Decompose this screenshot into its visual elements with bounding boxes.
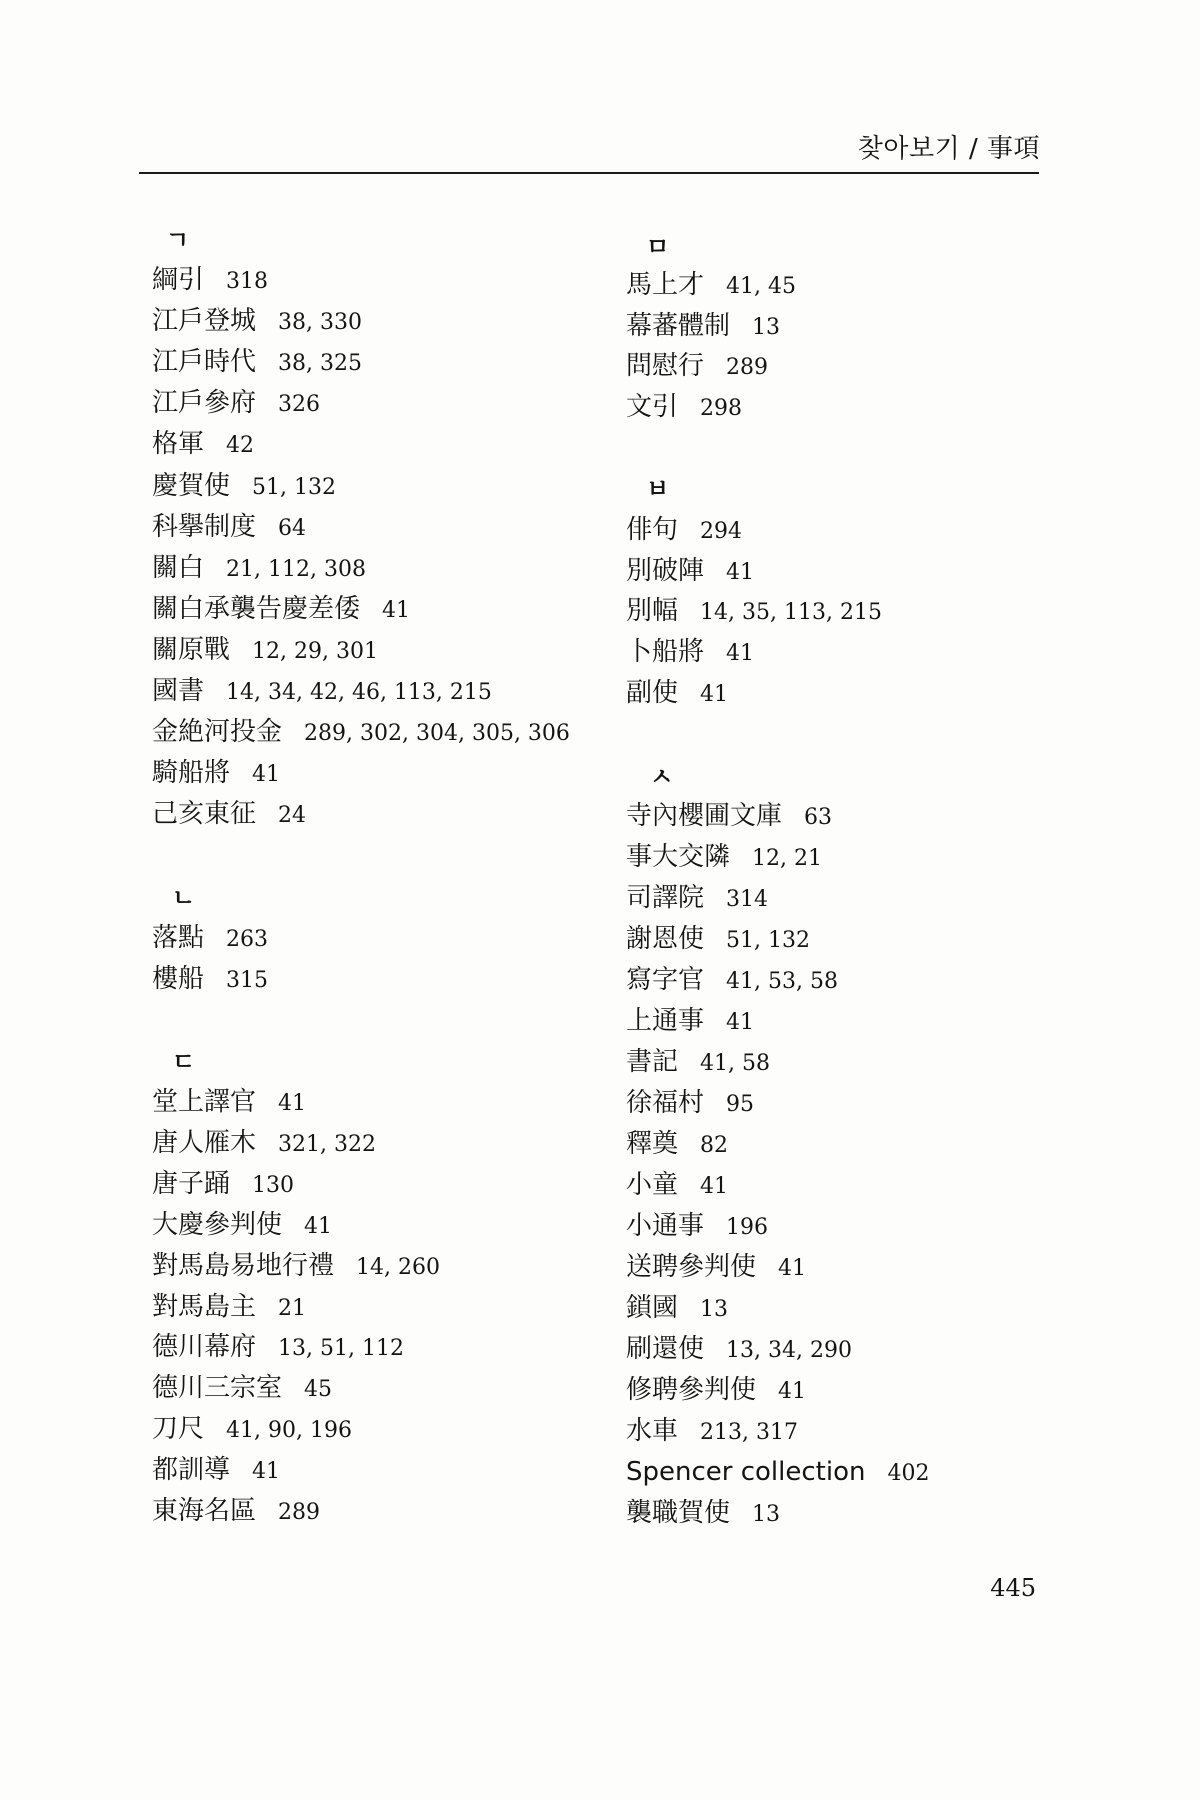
index-entry (152, 1413, 352, 1447)
index-term: 俳句 (626, 515, 679, 545)
index-term: 對馬島易地行禮 (152, 1250, 335, 1281)
page-number: 445 (990, 1574, 1036, 1602)
page-references: 51, 132 (726, 928, 810, 953)
index-entry (626, 882, 768, 916)
page-references: 41 (726, 641, 755, 667)
page-references: 41, 45 (726, 274, 796, 299)
page-references: 21 (278, 1295, 307, 1321)
page-references: 263 (226, 927, 269, 952)
index-term: 落點 (152, 923, 205, 953)
page-references: 13, 34, 290 (726, 1338, 852, 1363)
index-entry (626, 1251, 806, 1285)
page-references: 38, 330 (278, 310, 362, 336)
index-entry (626, 636, 754, 670)
page-references: 14, 35, 113, 215 (700, 600, 882, 626)
index-term: 小童 (626, 1170, 679, 1200)
section-letter: ㄱ (166, 226, 190, 254)
index-term: 小通事 (626, 1211, 705, 1241)
index-entry (626, 514, 742, 548)
page-references: 41 (726, 1010, 755, 1035)
index-term: 上通事 (626, 1006, 705, 1036)
index-term: 格軍 (152, 429, 205, 460)
index-term: 國書 (152, 676, 205, 706)
page-references: 41 (778, 1379, 807, 1404)
page-references: 38, 325 (278, 351, 362, 377)
index-term: 刷還使 (626, 1334, 705, 1364)
index-term: 文引 (626, 392, 679, 423)
page-references: 289 (726, 355, 769, 381)
index-term: 堂上譯官 (152, 1087, 257, 1117)
index-term: 江戶時代 (152, 347, 257, 378)
page-references: 41 (700, 681, 729, 707)
index-entry (152, 1291, 306, 1325)
index-entry (152, 1086, 306, 1120)
page-references: 41 (252, 1459, 281, 1485)
index-term: 水車 (626, 1416, 679, 1446)
index-term: 馬上才 (626, 270, 705, 300)
section-letter: ㅅ (650, 763, 674, 791)
page-references: 64 (278, 515, 307, 541)
index-term: 對馬島主 (152, 1291, 257, 1322)
index-term: 唐人雁木 (152, 1127, 257, 1158)
page-references: 41 (252, 762, 281, 788)
index-term: 樓船 (152, 964, 205, 994)
index-term: 卜船將 (626, 637, 705, 668)
page-references: 41 (726, 559, 755, 585)
index-entry (152, 1250, 440, 1284)
index-term: 江戶登城 (152, 306, 257, 337)
page-references: 14, 34, 42, 46, 113, 215 (226, 680, 492, 705)
index-entry (626, 923, 810, 957)
index-entry (626, 800, 832, 834)
index-entry (626, 1210, 768, 1244)
index-term: 大慶參判使 (152, 1209, 283, 1240)
page-references: 213, 317 (700, 1420, 798, 1445)
index-entry (152, 1168, 294, 1202)
index-term: 修聘參判使 (626, 1375, 757, 1405)
page-references: 41 (778, 1256, 807, 1281)
page-references: 13 (752, 314, 781, 340)
page-references: 41, 90, 196 (226, 1418, 352, 1444)
index-entry (152, 1209, 332, 1243)
index-entry (626, 350, 768, 384)
index-term: 己亥東征 (152, 799, 257, 830)
page-references: 41 (700, 1174, 729, 1199)
index-entry (152, 428, 254, 462)
index-term: 釋奠 (626, 1129, 679, 1159)
index-entry (626, 1415, 798, 1449)
index-entry (626, 1128, 728, 1162)
index-term: 慶賀使 (152, 470, 231, 501)
page-references: 45 (304, 1377, 333, 1403)
page-references: 21, 112, 308 (226, 556, 366, 582)
index-term: 司譯院 (626, 883, 705, 913)
index-term: 事大交隣 (626, 842, 731, 872)
index-term: 書記 (626, 1047, 679, 1077)
page-references: 41 (382, 597, 411, 623)
page-references: 41, 53, 58 (726, 969, 838, 994)
index-entry (626, 269, 796, 303)
index-entry (152, 511, 306, 545)
index-term: 科擧制度 (152, 511, 257, 542)
page-references: 41, 58 (700, 1051, 770, 1076)
index-term: 寺內櫻圃文庫 (626, 801, 783, 831)
page-references: 42 (226, 433, 255, 459)
index-entry (152, 346, 362, 380)
index-term: 鎖國 (626, 1293, 679, 1323)
index-term: 關原戰 (152, 634, 231, 665)
index-entry (626, 1005, 754, 1039)
index-term: 東海名區 (152, 1496, 257, 1526)
section-letter: ㄷ (172, 1048, 196, 1076)
index-entry (152, 1127, 376, 1161)
section-letter: ㄴ (172, 884, 196, 912)
page-references: 402 (887, 1461, 930, 1486)
index-term: 徐福村 (626, 1088, 705, 1118)
page-references: 12, 29, 301 (252, 638, 378, 664)
index-entry (152, 552, 366, 586)
index-entry (626, 1292, 728, 1326)
index-entry (626, 1497, 780, 1531)
index-term: 關白承襲告慶差倭 (152, 593, 361, 624)
index-term: 關白 (152, 552, 205, 583)
index-term: 襲職賀使 (626, 1498, 731, 1528)
page-references: 82 (700, 1133, 729, 1158)
index-entry (626, 595, 882, 629)
index-entry (152, 1372, 332, 1406)
index-entry (152, 387, 320, 421)
index-term: 寫字官 (626, 965, 705, 995)
header-rule (139, 172, 1039, 174)
index-term: 綱引 (152, 265, 205, 295)
index-term: 德川幕府 (152, 1332, 257, 1363)
page-references: 13 (752, 1502, 781, 1527)
page-references: 298 (700, 396, 743, 422)
index-entry (626, 964, 838, 998)
index-entry (626, 677, 728, 711)
page-references: 13 (700, 1297, 729, 1322)
index-entry (152, 593, 410, 627)
index-entry (626, 1456, 929, 1490)
index-term: 送聘參判使 (626, 1252, 757, 1282)
page-references: 24 (278, 803, 307, 829)
index-entry (626, 1169, 728, 1203)
page-references: 63 (804, 805, 833, 830)
index-entry (152, 716, 570, 750)
index-term: 金絶河投金 (152, 717, 283, 748)
index-entry (152, 963, 268, 997)
index-entry (626, 1087, 754, 1121)
index-entry (152, 1495, 320, 1529)
page-references: 315 (226, 968, 269, 993)
index-term: 騎船將 (152, 758, 231, 789)
page-references: 289 (278, 1500, 321, 1525)
index-term: 刀尺 (152, 1414, 205, 1445)
section-letter: ㅁ (646, 233, 670, 261)
index-term: 德川三宗室 (152, 1373, 283, 1404)
page-references: 51, 132 (252, 474, 336, 500)
index-entry (152, 1454, 280, 1488)
index-term: 幕蕃體制 (626, 310, 731, 341)
index-entry (626, 841, 822, 875)
running-header: 찾아보기 / 事項 (857, 134, 1040, 164)
index-entry (626, 1374, 806, 1408)
page-references: 41 (304, 1213, 333, 1239)
index-entry (626, 1333, 852, 1367)
page-references: 289, 302, 304, 305, 306 (304, 721, 570, 747)
page-references: 326 (278, 392, 321, 418)
page-references: 13, 51, 112 (278, 1336, 404, 1362)
index-entry (152, 264, 268, 298)
index-entry (152, 675, 492, 709)
index-term: 唐子踊 (152, 1168, 231, 1199)
page-references: 14, 260 (356, 1254, 440, 1280)
index-entry (152, 1331, 404, 1365)
page-references: 12, 21 (752, 846, 822, 871)
index-term: 副使 (626, 677, 679, 708)
index-entry (626, 555, 754, 589)
index-term: 別破陣 (626, 555, 705, 586)
page-references: 318 (226, 269, 269, 294)
index-term: 謝恩使 (626, 924, 705, 954)
index-entry (152, 305, 362, 339)
index-term: 別幅 (626, 596, 679, 627)
index-entry (626, 1046, 770, 1080)
page-references: 321, 322 (278, 1131, 376, 1157)
index-term: Spencer collection (626, 1457, 866, 1487)
page-references: 95 (726, 1092, 755, 1117)
page-references: 41 (278, 1091, 307, 1116)
page-references: 314 (726, 887, 769, 912)
index-entry (152, 798, 306, 832)
index-term: 都訓導 (152, 1455, 231, 1486)
page-references: 294 (700, 519, 743, 544)
index-entry (152, 757, 280, 791)
index-term: 問慰行 (626, 351, 705, 382)
index-entry (152, 634, 378, 668)
index-entry (626, 310, 780, 344)
page-references: 130 (252, 1172, 295, 1198)
index-term: 江戶參府 (152, 388, 257, 419)
index-entry (152, 470, 336, 504)
section-letter: ㅂ (646, 475, 670, 503)
page-references: 196 (726, 1215, 769, 1240)
index-entry (152, 922, 268, 956)
index-entry (626, 391, 742, 425)
